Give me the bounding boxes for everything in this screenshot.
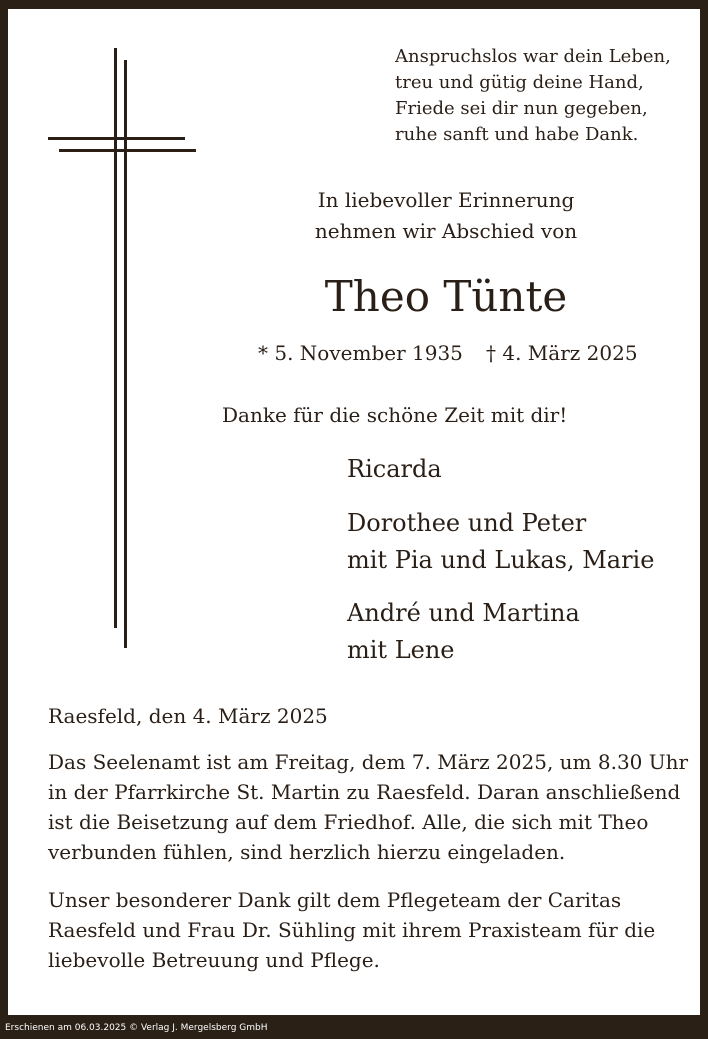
birth-date: * 5. November 1935 bbox=[258, 341, 463, 365]
place-date: Raesfeld, den 4. März 2025 bbox=[48, 704, 328, 728]
poem-line: treu und gütig deine Hand, bbox=[395, 72, 644, 93]
death-date: † 4. März 2025 bbox=[486, 341, 638, 365]
mourner-line: mit Lene bbox=[347, 636, 455, 664]
poem-line: ruhe sanft und habe Dank. bbox=[395, 124, 639, 145]
mourner-line: Dorothee und Peter bbox=[347, 509, 587, 537]
mourner-line: mit Pia und Lukas, Marie bbox=[347, 546, 655, 574]
cross-vertical-left bbox=[114, 48, 117, 628]
mourner-ricarda bbox=[347, 451, 442, 488]
gratitude-paragraph: Unser besonderer Dank gilt dem Pflegeteam der Caritas Raesfeld und Frau Dr. Sühling mit ihrem Praxisteam für die liebevolle Betreuung und Pflege. bbox=[48, 888, 656, 972]
cross-horizontal-bottom bbox=[59, 149, 196, 152]
service-paragraph: Das Seelenamt ist am Freitag, dem 7. März 2025, um 8.30 Uhr in der Pfarrkirche St. Martin zu Raesfeld. Daran anschließend ist die Beisetzung auf dem Friedhof. Alle, die sich mit Theo verbunden fühlen, sind herzlich hierzu eingeladen. bbox=[48, 750, 689, 864]
intro-text bbox=[0, 185, 708, 247]
intro-line-2: nehmen wir Abschied von bbox=[314, 219, 578, 243]
deceased-name: Theo Tünte bbox=[324, 272, 568, 321]
cross-horizontal-top bbox=[48, 137, 185, 140]
mourner-andre bbox=[347, 595, 580, 669]
publication-footer: Erschienen am 06.03.2025 © Verlag J. Mergelsberg GmbH bbox=[5, 1023, 268, 1033]
poem-line: Friede sei dir nun gegeben, bbox=[395, 98, 648, 119]
poem-line: Anspruchslos war dein Leben, bbox=[395, 46, 671, 67]
mourner-line: Ricarda bbox=[347, 455, 442, 483]
mourner-line: André und Martina bbox=[347, 599, 580, 627]
poem bbox=[395, 44, 671, 148]
mourner-dorothee bbox=[347, 505, 654, 579]
intro-line-1: In liebevoller Erinnerung bbox=[317, 188, 575, 212]
thanks-line: Danke für die schöne Zeit mit dir! bbox=[222, 403, 568, 427]
